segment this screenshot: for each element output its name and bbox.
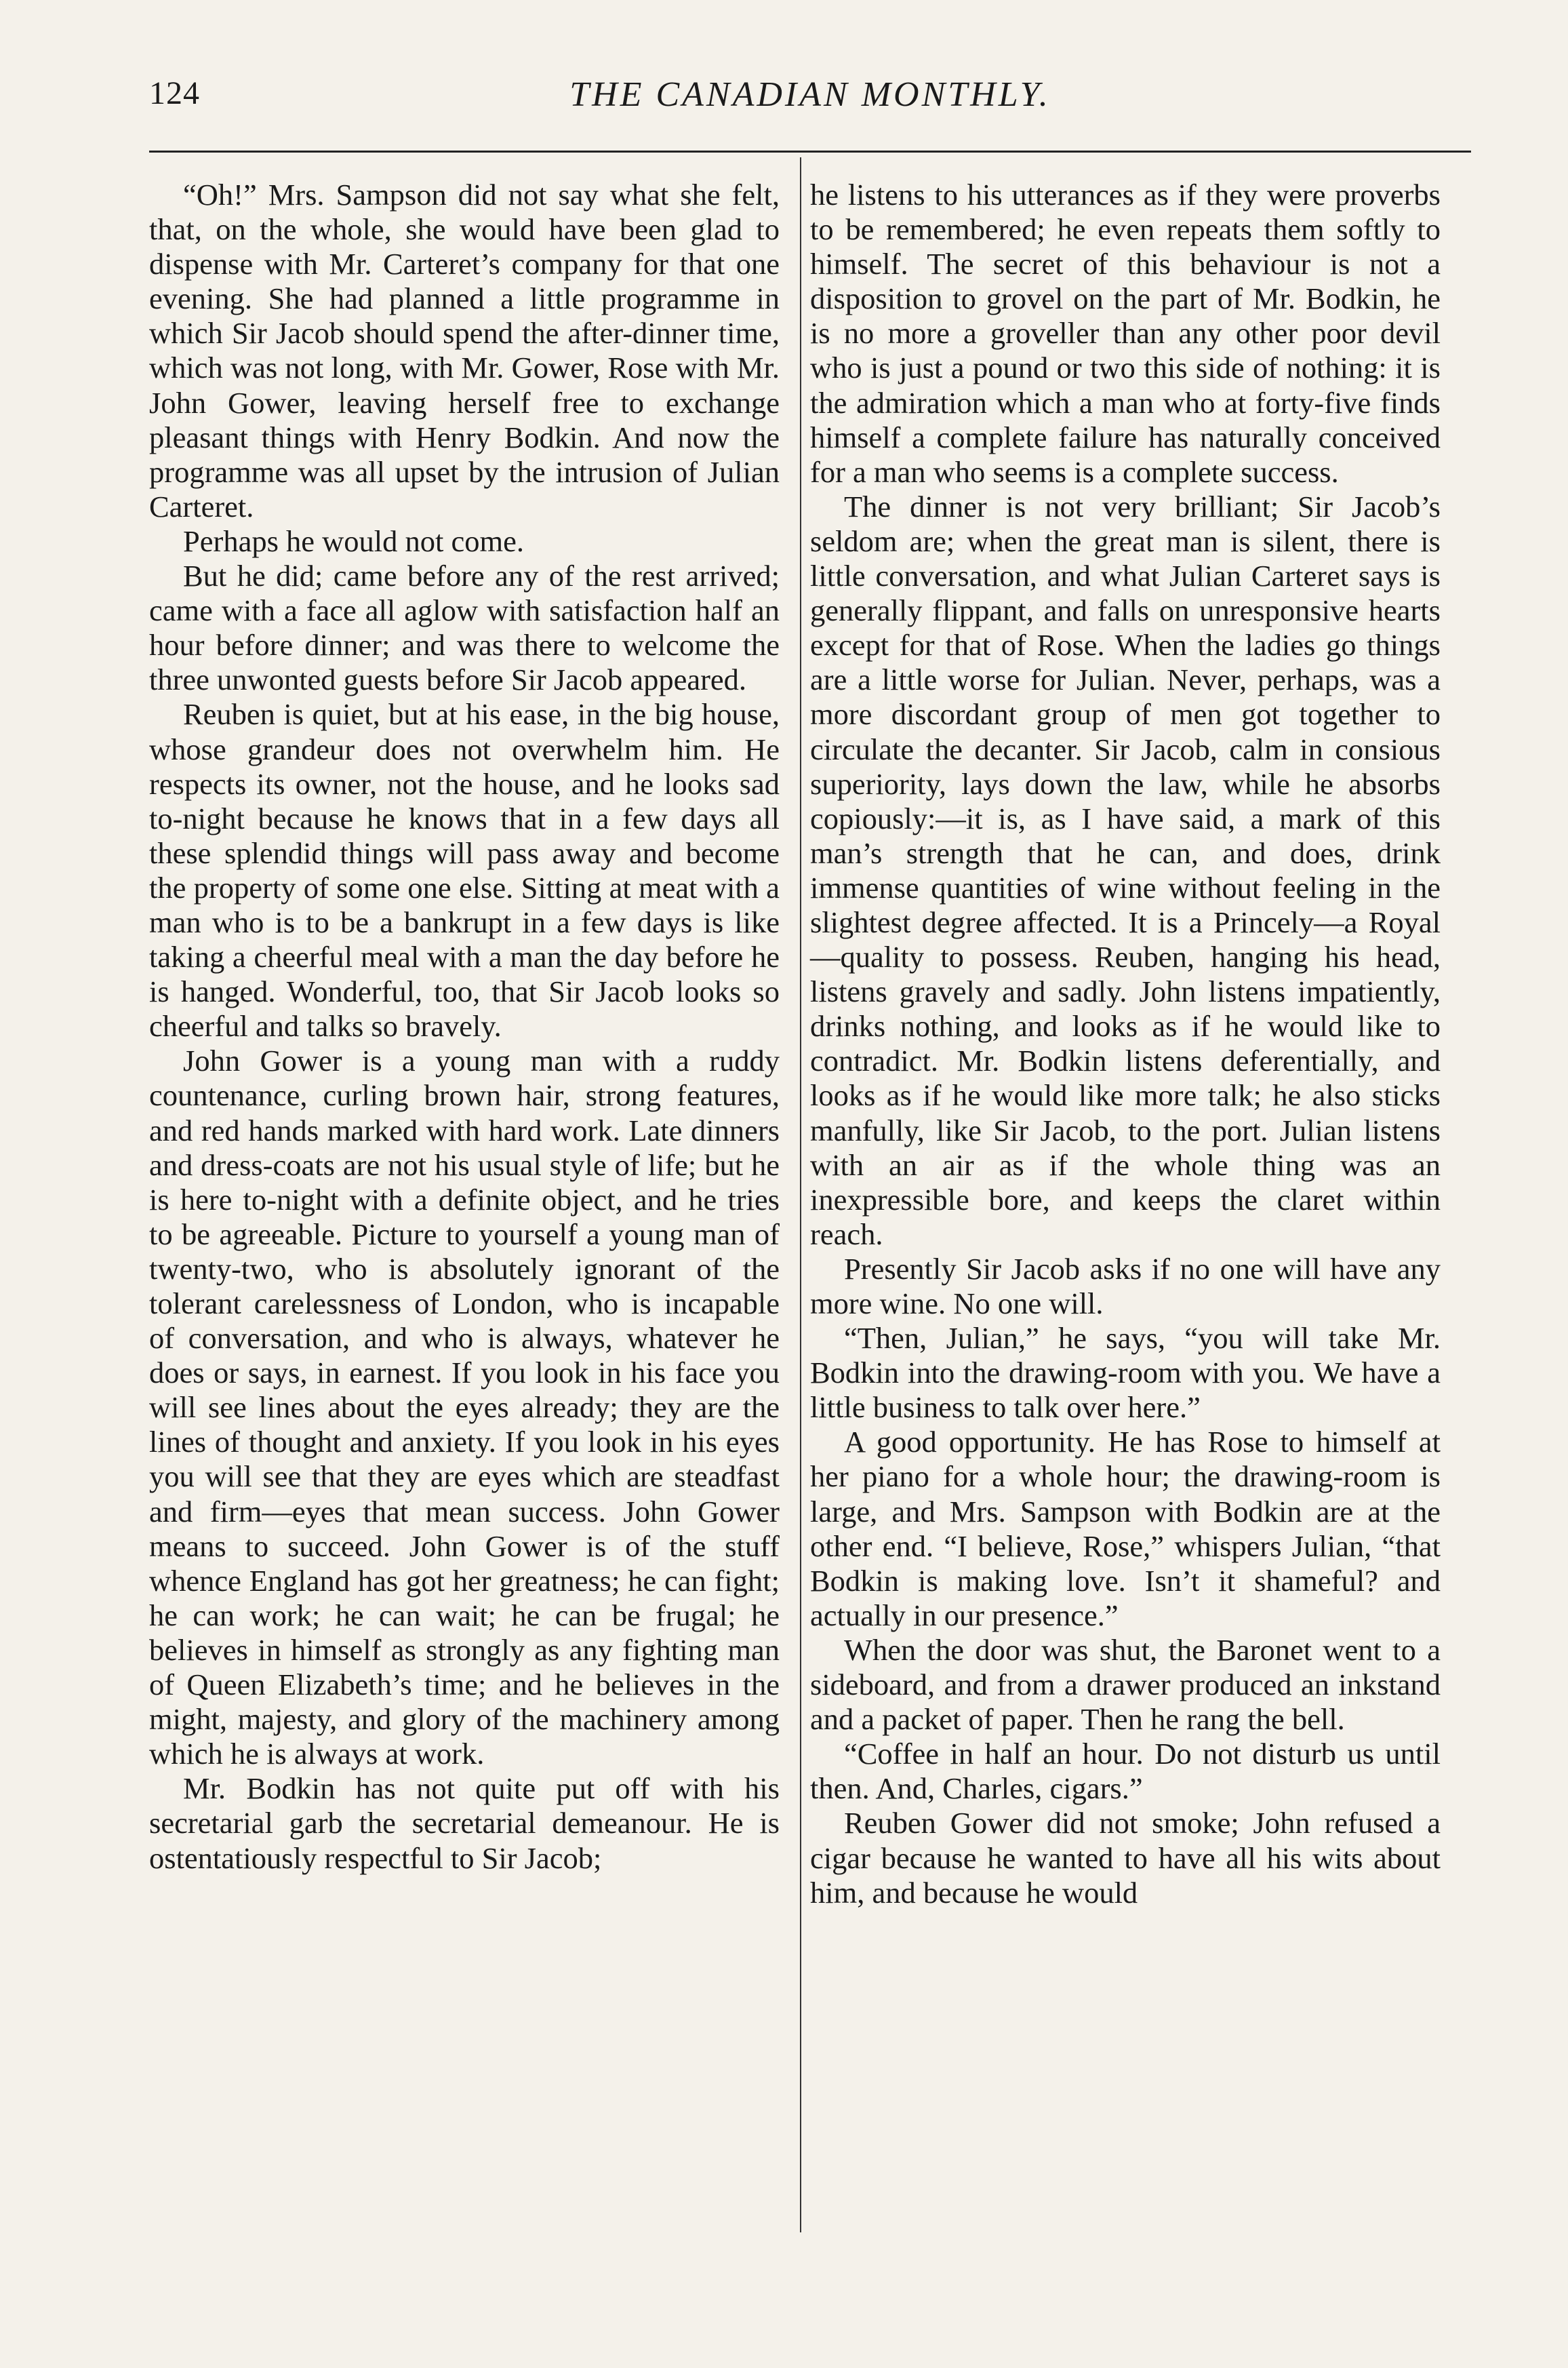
paragraph: A good opportunity. He has Rose to himself at her piano for a whole hour; the drawing-room is large, and Mrs. Sampson with Bodkin are at the other end. “I believe, Rose,” whispers Julian, “that Bodkin is making love. Isn’t it shameful? and actually in our presence.”: [810, 1425, 1441, 1632]
paragraph: John Gower is a young man with a ruddy countenance, curling brown hair, strong features, and red hands marked with hard work. Late dinners and dress-coats are not his usual style of life; but he is here to-night with a definite object, and he tries to be agreeable. Picture to yourself a young man of twenty-two, who is absolutely ignorant of the tolerant carelessness of London, who is incapable of conversation, and who is always, whatever he does or says, in earnest. If you look in his face you will see lines about the eyes already; they are the lines of thought and anxiety. If you look in his eyes you will see that they are eyes which are steadfast and firm—eyes that mean success. John Gower means to succeed. John Gower is of the stuff whence England has got her greatness; he can fight; he can work; he can wait; he can be frugal; he believes in himself as strongly as any fighting man of Queen Elizabeth’s time; and he believes in the might, majesty, and glory of the machinery among which he is always at work.: [149, 1044, 780, 1771]
paragraph: Perhaps he would not come.: [183, 524, 524, 558]
paragraph: “Then, Julian,” he says, “you will take Mr. Bodkin into the drawing-room with you. We have a little business to talk over here.”: [810, 1321, 1441, 1425]
paragraph: When the door was shut, the Baronet went to a sideboard, and from a drawer produced an inkstand and a packet of paper. Then he rang the bell.: [810, 1632, 1441, 1737]
left-column: [149, 178, 780, 1876]
paragraph: But he did; came before any of the rest arrived; came with a face all aglow with satisfaction half an hour before dinner; and was there to welcome the three unwonted guests before Sir Jacob appeared.: [149, 559, 780, 697]
paragraph: he listens to his utterances as if they were proverbs to be remembered; he even repeats them softly to himself. The secret of this behaviour is not a disposition to grovel on the part of Mr. Bodkin, he is no more a groveller than any other poor devil who is just a pound or two this side of nothing: it is the admiration which a man who at forty-five finds himself a complete failure has naturally conceived for a man who seems is a complete success.: [810, 178, 1441, 489]
paragraph: The dinner is not very brilliant; Sir Jacob’s seldom are; when the great man is silent, there is little conversation, and what Julian Carteret says is generally flippant, and falls on unresponsive hearts except for that of Rose. When the ladies go things are a little worse for Julian. Never, perhaps, was a more discordant group of men got together to circulate the decanter. Sir Jacob, calm in consious superiority, lays down the law, while he absorbs copiously:—it is, as I have said, a mark of this man’s strength that he can, and does, drink immense quantities of wine without feeling in the slightest degree affected. It is a Princely—a Royal—quality to possess. Reuben, hanging his head, listens gravely and sadly. John listens impatiently, drinks nothing, and looks as if he would like to contradict. Mr. Bodkin listens deferentially, and looks as if he would like more talk; he also sticks manfully, like Sir Jacob, to the port. Julian listens with an air as if the whole thing was an inexpressible bore, and keeps the claret within reach.: [810, 489, 1441, 1251]
paragraph: “Oh!” Mrs. Sampson did not say what she felt, that, on the whole, she would have been glad to dispense with Mr. Carteret’s company for that one evening. She had planned a little programme in which Sir Jacob should spend the after-dinner time, which was not long, with Mr. Gower, Rose with Mr. John Gower, leaving herself free to exchange pleasant things with Henry Bodkin. And now the programme was all upset by the intrusion of Julian Carteret.: [149, 178, 780, 524]
right-column: [810, 178, 1441, 1910]
page-number: 124: [149, 75, 200, 111]
column-rule: [800, 157, 801, 2232]
paragraph: Reuben Gower did not smoke; John refused a cigar because he wanted to have all his wits about him, and because he would: [810, 1806, 1441, 1910]
running-title: THE CANADIAN MONTHLY.: [569, 75, 1051, 114]
paragraph: “Coffee in half an hour. Do not disturb us until then. And, Charles, cigars.”: [810, 1737, 1441, 1806]
page-header: [149, 75, 1471, 129]
header-rule: [149, 151, 1471, 153]
paragraph: Reuben is quiet, but at his ease, in the big house, whose grandeur does not overwhelm him. He respects its owner, not the house, and he looks sad to-night because he knows that in a few days all these splendid things will pass away and become the property of some one else. Sitting at meat with a man who is to be a bankrupt in a few days is like taking a cheerful meal with a man the day before he is hanged. Wonderful, too, that Sir Jacob looks so cheerful and talks so bravely.: [149, 697, 780, 1044]
paragraph: Mr. Bodkin has not quite put off with his secretarial garb the secretarial demeanour. He is ostentatiously respectful to Sir Jacob;: [149, 1771, 780, 1875]
paragraph: Presently Sir Jacob asks if no one will have any more wine. No one will.: [810, 1251, 1441, 1320]
